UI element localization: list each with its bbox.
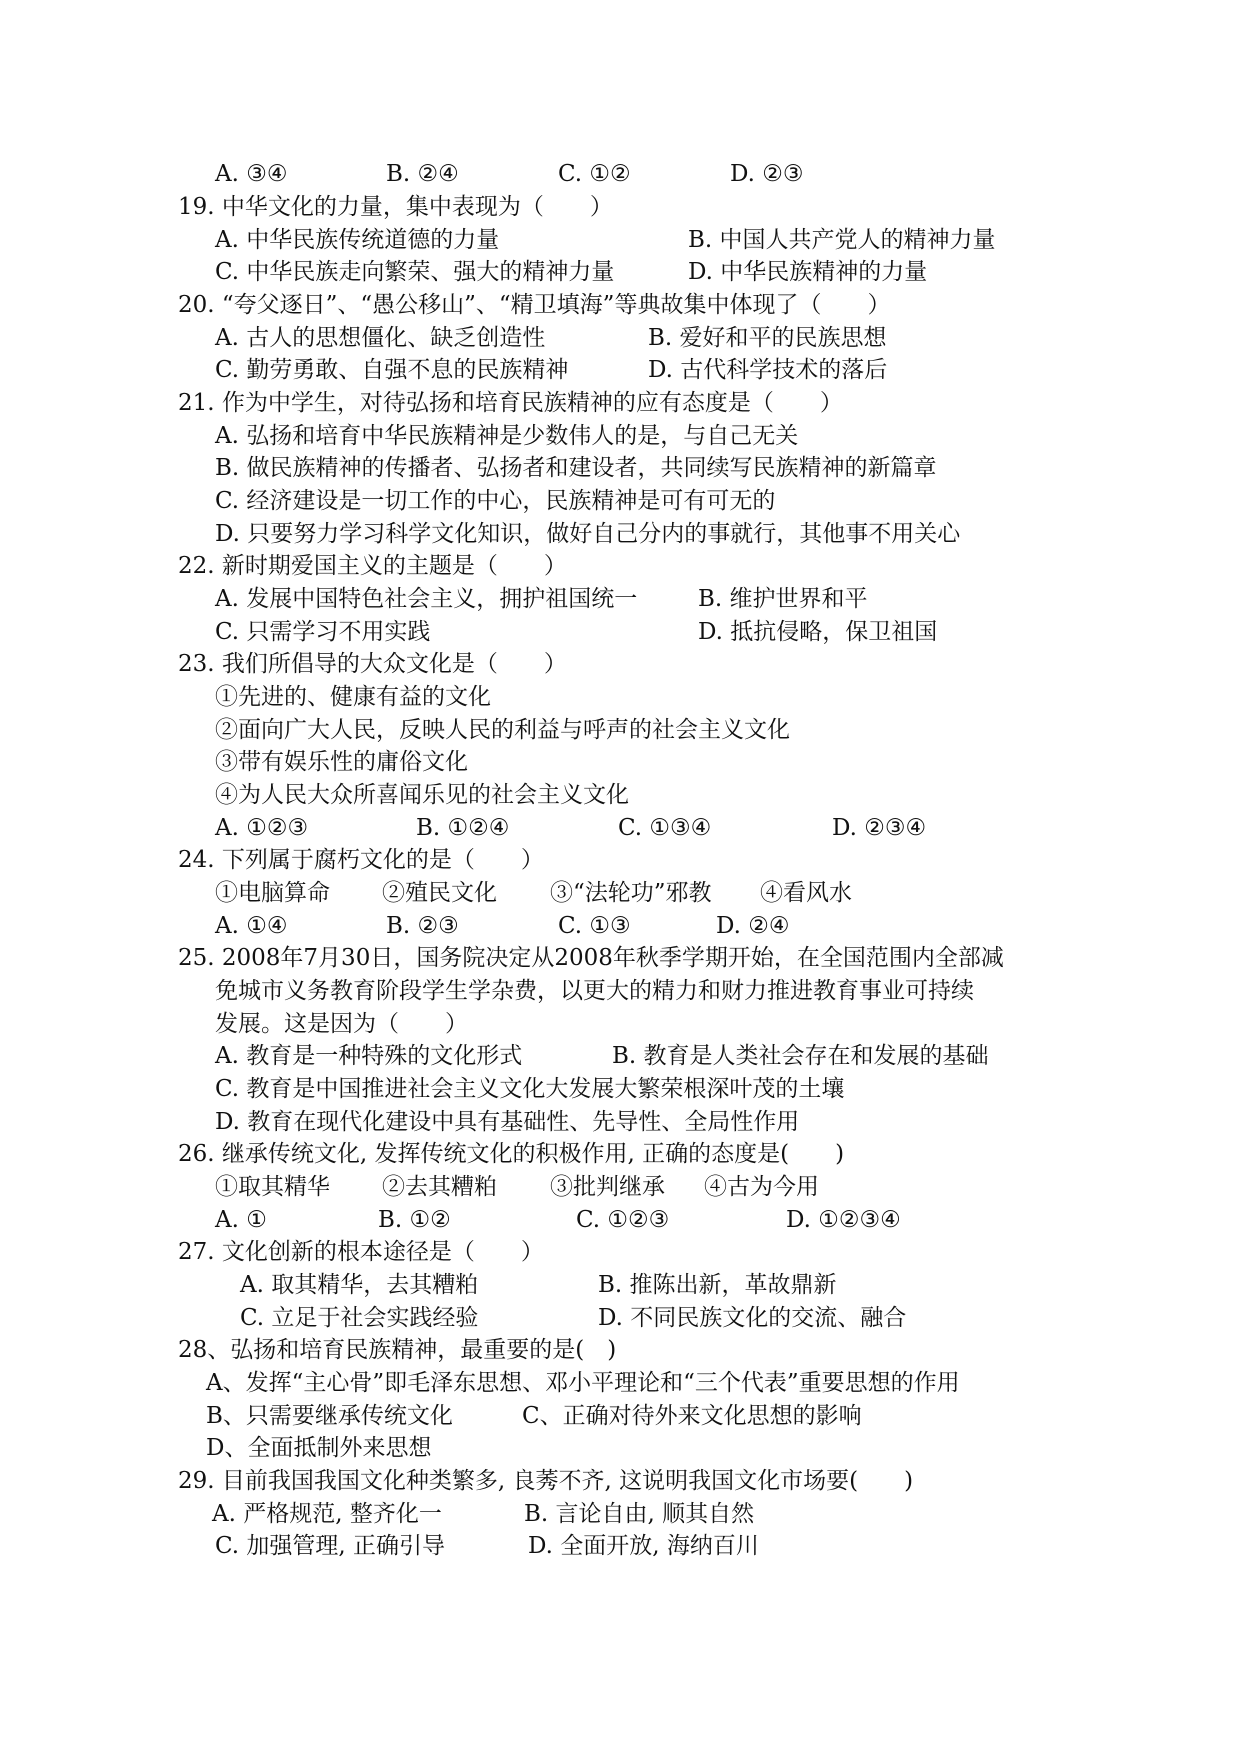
q18-option-a: A. ③④ (215, 161, 288, 187)
q24-option-a: A. ①④ (215, 913, 288, 939)
q20-option-a: A. 古人的思想僵化、缺乏创造性 (215, 325, 546, 351)
q23-item-2: ②面向广大人民，反映人民的利益与呼声的社会主义文化 (215, 717, 790, 743)
q24-item-1: ①电脑算命 (215, 880, 330, 906)
q21-option-d: D. 只要努力学习科学文化知识，做好自己分内的事就行，其他事不用关心 (215, 521, 961, 547)
q26-option-c: C. ①②③ (576, 1207, 670, 1233)
q21-option-c: C. 经济建设是一切工作的中心，民族精神是可有可无的 (215, 488, 776, 514)
q24-item-2: ②殖民文化 (382, 880, 497, 906)
q25-stem-line-1: 25. 2008年7月30日，国务院决定从2008年秋季学期开始，在全国范围内全部减 (178, 945, 1004, 971)
q27-option-d: D. 不同民族文化的交流、融合 (598, 1305, 907, 1331)
q25-stem-line-3: 发展。这是因为（ ） (215, 1011, 468, 1037)
q28-option-d: D、全面抵制外来思想 (206, 1435, 432, 1461)
q25-option-b: B. 教育是人类社会存在和发展的基础 (612, 1043, 989, 1069)
q23-option-b: B. ①②④ (416, 815, 510, 841)
q21-option-b: B. 做民族精神的传播者、弘扬者和建设者，共同续写民族精神的新篇章 (215, 455, 937, 481)
q19-option-c: C. 中华民族走向繁荣、强大的精神力量 (215, 259, 615, 285)
q28-option-a: A、发挥“主心骨”即毛泽东思想、邓小平理论和“三个代表”重要思想的作用 (206, 1370, 960, 1396)
q24-option-d: D. ②④ (716, 913, 790, 939)
q20-stem: 20. “夸父逐日”、“愚公移山”、“精卫填海”等典故集中体现了（ ） (178, 292, 891, 318)
q22-option-b: B. 维护世界和平 (698, 586, 868, 612)
q24-option-c: C. ①③ (558, 913, 631, 939)
q26-item-4: ④古为今用 (704, 1174, 819, 1200)
q24-stem: 24. 下列属于腐朽文化的是（ ） (178, 847, 544, 873)
q23-option-c: C. ①③④ (618, 815, 712, 841)
q24-item-4: ④看风水 (760, 880, 852, 906)
q20-option-c: C. 勤劳勇敢、自强不息的民族精神 (215, 357, 569, 383)
q23-option-d: D. ②③④ (832, 815, 927, 841)
q25-option-a: A. 教育是一种特殊的文化形式 (215, 1043, 523, 1069)
q23-item-1: ①先进的、健康有益的文化 (215, 684, 491, 710)
q23-item-4: ④为人民大众所喜闻乐见的社会主义文化 (215, 782, 629, 808)
q26-option-a: A. ① (215, 1207, 267, 1233)
q22-option-d: D. 抵抗侵略，保卫祖国 (698, 619, 938, 645)
q23-stem: 23. 我们所倡导的大众文化是（ ） (178, 651, 567, 677)
q25-option-d: D. 教育在现代化建设中具有基础性、先导性、全局性作用 (215, 1109, 800, 1135)
q19-option-a: A. 中华民族传统道德的力量 (215, 227, 500, 253)
q21-stem: 21. 作为中学生，对待弘扬和培育民族精神的应有态度是（ ） (178, 390, 843, 416)
q26-option-d: D. ①②③④ (786, 1207, 901, 1233)
q18-option-d: D. ②③ (730, 161, 804, 187)
q26-option-b: B. ①② (378, 1207, 451, 1233)
q19-stem: 19. 中华文化的力量，集中表现为（ ） (178, 194, 613, 220)
q24-item-3: ③“法轮功”邪教 (550, 880, 712, 906)
q22-option-a: A. 发展中国特色社会主义，拥护祖国统一 (215, 586, 638, 612)
q22-option-c: C. 只需学习不用实践 (215, 619, 431, 645)
q29-stem: 29. 目前我国我国文化种类繁多, 良莠不齐, 这说明我国文化市场要( ) (178, 1468, 914, 1494)
q28-option-b: B、只需要继承传统文化 (206, 1403, 453, 1429)
q27-option-b: B. 推陈出新，革故鼎新 (598, 1272, 837, 1298)
q26-item-3: ③批判继承 (550, 1174, 665, 1200)
q21-option-a: A. 弘扬和培育中华民族精神是少数伟人的是，与自己无关 (215, 423, 799, 449)
q27-stem: 27. 文化创新的根本途径是（ ） (178, 1239, 544, 1265)
q26-item-2: ②去其糟粕 (382, 1174, 497, 1200)
q20-option-b: B. 爱好和平的民族思想 (648, 325, 887, 351)
q23-option-a: A. ①②③ (215, 815, 309, 841)
q25-option-c: C. 教育是中国推进社会主义文化大发展大繁荣根深叶茂的土壤 (215, 1076, 845, 1102)
q27-option-a: A. 取其精华，去其糟粕 (240, 1272, 479, 1298)
q29-option-b: B. 言论自由, 顺其自然 (524, 1501, 755, 1527)
q22-stem: 22. 新时期爱国主义的主题是（ ） (178, 553, 567, 579)
q18-option-c: C. ①② (558, 161, 631, 187)
q19-option-d: D. 中华民族精神的力量 (688, 259, 928, 285)
q29-option-d: D. 全面开放, 海纳百川 (528, 1533, 759, 1559)
q28-option-c: C、正确对待外来文化思想的影响 (522, 1403, 862, 1429)
q26-item-1: ①取其精华 (215, 1174, 330, 1200)
q28-stem: 28、弘扬和培育民族精神，最重要的是( ) (178, 1337, 617, 1363)
q18-option-b: B. ②④ (386, 161, 459, 187)
q24-option-b: B. ②③ (386, 913, 459, 939)
q29-option-a: A. 严格规范, 整齐化一 (212, 1501, 442, 1527)
q23-item-3: ③带有娱乐性的庸俗文化 (215, 749, 468, 775)
q25-stem-line-2: 免城市义务教育阶段学生学杂费，以更大的精力和财力推进教育事业可持续 (215, 978, 974, 1004)
q29-option-c: C. 加强管理, 正确引导 (215, 1533, 446, 1559)
q26-stem: 26. 继承传统文化, 发挥传统文化的积极作用, 正确的态度是( ) (178, 1141, 845, 1167)
q19-option-b: B. 中国人共产党人的精神力量 (688, 227, 996, 253)
q27-option-c: C. 立足于社会实践经验 (240, 1305, 479, 1331)
q20-option-d: D. 古代科学技术的落后 (648, 357, 888, 383)
